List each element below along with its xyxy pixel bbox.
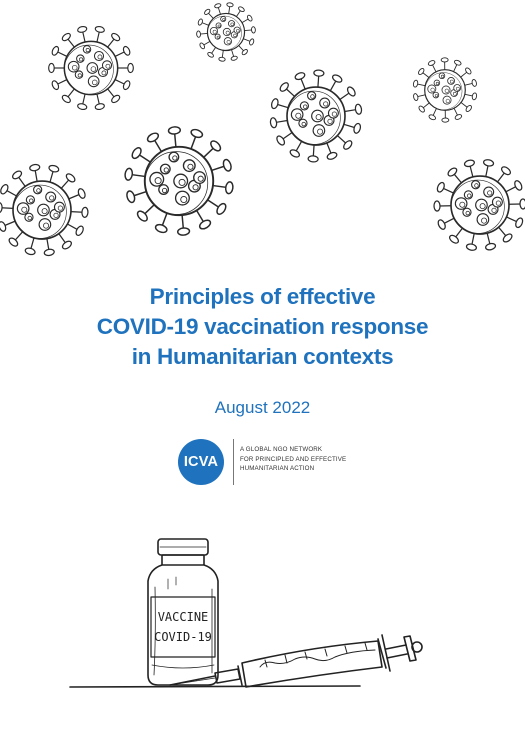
vaccine-illustration — [60, 525, 440, 700]
title-line-2: COVID-19 vaccination response — [96, 314, 429, 339]
title-line-3: in Humanitarian contexts — [131, 344, 394, 369]
coronavirus-icon — [45, 22, 137, 114]
logo-wordmark: ICVA — [183, 454, 219, 470]
vial-label-line-1: VACCINE — [157, 610, 209, 624]
icva-logo — [178, 437, 378, 489]
publication-date: August 2022 — [214, 398, 311, 417]
logo-divider — [233, 439, 234, 485]
coronavirus-icon — [120, 122, 238, 240]
vial-label-line-2: COVID-19 — [154, 630, 212, 644]
coronavirus-icon — [410, 55, 480, 125]
logo-tagline-line: FOR PRINCIPLED AND EFFECTIVE — [240, 455, 347, 463]
virus-illustration-group — [0, 0, 525, 270]
coronavirus-icon — [0, 160, 92, 260]
coronavirus-icon — [266, 66, 366, 166]
coronavirus-icon — [430, 155, 525, 255]
document-title — [0, 282, 525, 372]
logo-tagline-line: A GLOBAL NGO NETWORK — [240, 446, 323, 453]
logo-tagline-line: HUMANITARIAN ACTION — [240, 465, 315, 472]
coronavirus-icon — [194, 0, 258, 64]
logo-tagline — [240, 445, 380, 474]
ground-line — [70, 686, 360, 687]
title-line-1: Principles of effective — [149, 284, 376, 309]
logo-circle — [178, 439, 224, 485]
